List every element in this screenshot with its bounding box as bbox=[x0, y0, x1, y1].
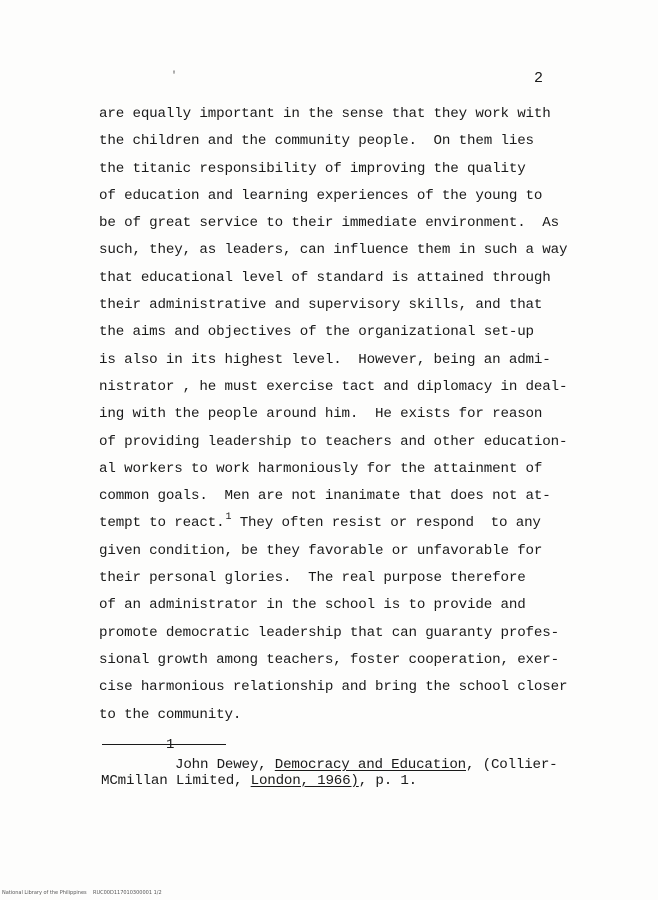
text-line: the children and the community people. On them lies bbox=[99, 133, 534, 150]
text-line: sional growth among teachers, foster cooperation, exer- bbox=[99, 651, 560, 668]
text-line: the titanic responsibility of improving the quality bbox=[99, 160, 526, 177]
text-line: such, they, as leaders, can influence them in such a way bbox=[99, 242, 568, 259]
footnote-title: Democracy and Education bbox=[274, 757, 467, 773]
footnote-publisher: , (Collier- bbox=[466, 757, 558, 773]
text-segment: They often resist or respond to any bbox=[231, 515, 541, 532]
text-line: their administrative and supervisory skills, and that bbox=[99, 297, 543, 314]
text-line: ing with the people around him. He exists for reason bbox=[99, 406, 543, 423]
footnote-line bbox=[101, 773, 417, 789]
text-line: is also in its highest level. However, being an admi- bbox=[99, 351, 551, 368]
text-line: given condition, be they favorable or unfavorable for bbox=[99, 542, 543, 559]
text-line: promote democratic leadership that can guaranty profes- bbox=[99, 624, 560, 641]
footnote-publisher: MCmillan Limited, bbox=[101, 773, 251, 789]
body-paragraph bbox=[99, 103, 574, 731]
text-line: of providing leadership to teachers and other education- bbox=[99, 433, 568, 450]
text-line: al workers to work harmoniously for the attainment of bbox=[99, 460, 543, 477]
text-line: are equally important in the sense that they work with bbox=[99, 106, 551, 122]
text-line: nistrator , he must exercise tact and diplomacy in deal- bbox=[99, 378, 568, 395]
text-line: be of great service to their immediate environment. As bbox=[99, 215, 560, 232]
text-line: of education and learning experiences of the young to bbox=[99, 187, 543, 204]
archive-footer: National Library of the Philippines RUC00D117010300001 1/2 bbox=[2, 890, 162, 896]
footnote-page: , p. 1. bbox=[358, 773, 417, 789]
text-line: of an administrator in the school is to provide and bbox=[99, 597, 526, 614]
text-line: common goals. Men are not inanimate that does not at- bbox=[99, 488, 551, 505]
page-number: 2 bbox=[534, 70, 544, 87]
text-line: to the community. bbox=[99, 706, 242, 723]
text-line: the aims and objectives of the organizational set-up bbox=[99, 324, 534, 341]
footnote-marker: 1 bbox=[166, 737, 175, 753]
footnote-reference: 1 bbox=[225, 512, 232, 524]
stray-mark: ' bbox=[171, 71, 178, 82]
footnote-place-year: London, 1966) bbox=[250, 773, 359, 789]
text-line: their personal glories. The real purpose therefore bbox=[99, 570, 526, 587]
text-segment: tempt to react. bbox=[99, 515, 225, 532]
footnote-line bbox=[175, 757, 557, 773]
text-line: cise harmonious relationship and bring the school closer bbox=[99, 679, 568, 696]
text-line: that educational level of standard is attained through bbox=[99, 269, 551, 286]
footnote-author: John Dewey, bbox=[175, 757, 275, 773]
text-line-with-footnote-ref bbox=[99, 512, 574, 539]
footnote-separator bbox=[102, 744, 226, 745]
